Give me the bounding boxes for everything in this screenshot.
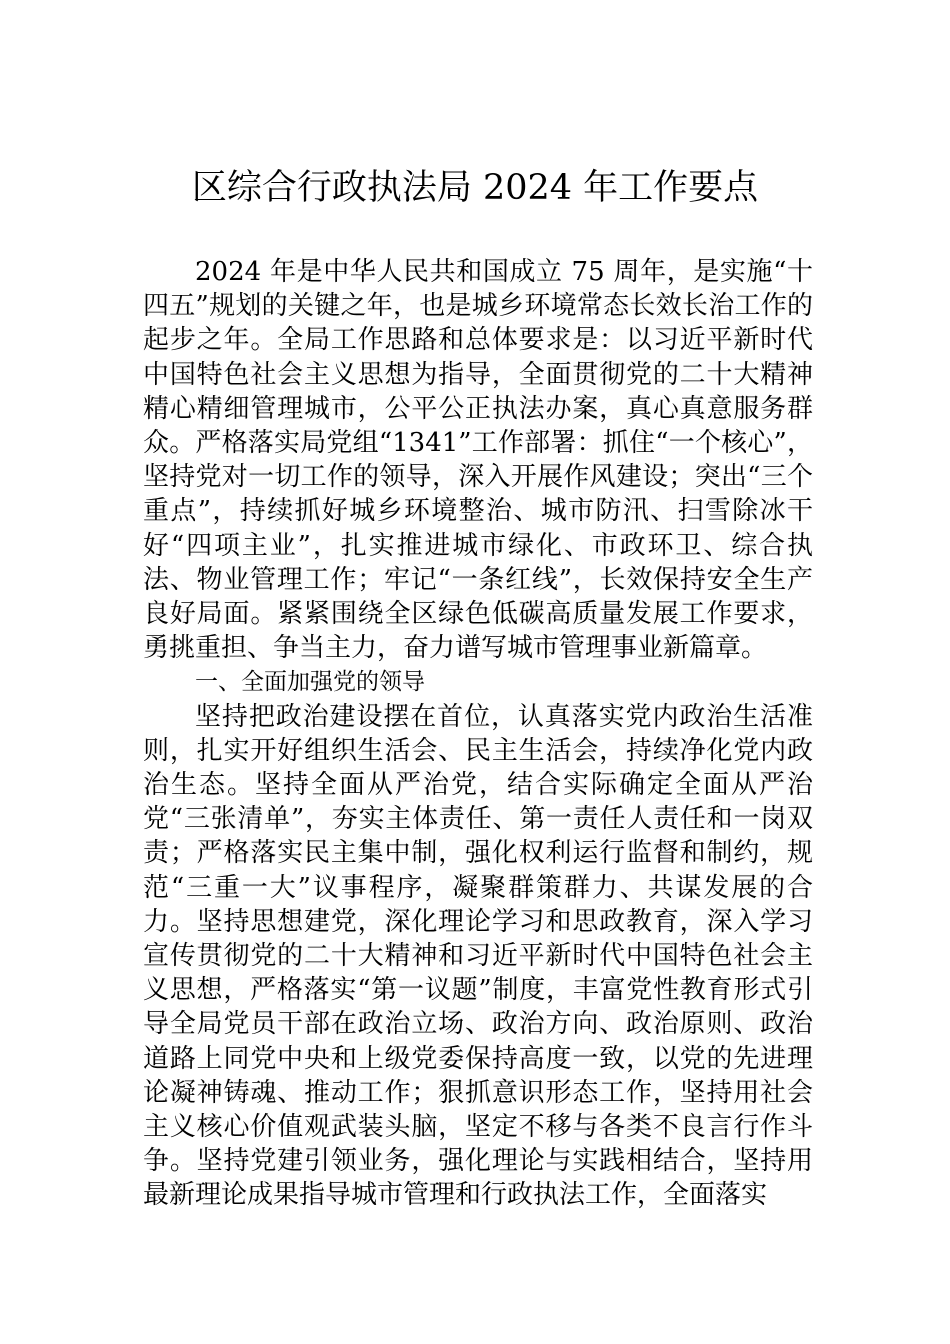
document-title: 区综合行政执法局 2024 年工作要点 bbox=[191, 168, 759, 208]
section-paragraph: 坚持把政治建设摆在首位，认真落实党内政治生活准则，扎实开好组织生活会、民主生活会，持续净化党内政治生态。坚持全面从严治党，结合实际确定全面从严治党“三张清单”，夯实主体责任、第一责任人责任和一岗双责；严格落实民主集中制，强化权利运行监督和制约，规范“三重一大”议事程序，凝聚群策群力、共谋发展的合力。坚持思想建党，深化理论学习和思政教育，深入学习宣传贯彻党的二十大精神和习近平新时代中国特色社会主义思想，严格落实“第一议题”制度，丰富党性教育形式引导全局党员干部在政治立场、政治方向、政治原则、政治道路上同党中央和上级党委保持高度一致，以党的先进理论凝神铸魂、推动工作；狠抓意识形态工作，坚持用社会主义核心价值观武装头脑，坚定不移与各类不良言行作斗争。坚持党建引领业务，强化理论与实践相结合，坚持用最新理论成果指导城市管理和行政执法工作，全面落实 bbox=[143, 701, 813, 1211]
intro-paragraph: 2024 年是中华人民共和国成立 75 周年，是实施“十四五”规划的关键之年，也是城乡环境常态长效长治工作的起步之年。全局工作思路和总体要求是：以习近平新时代中国特色社会主义思想为指导，全面贯彻党的二十大精神精心精细管理城市，公平公正执法办案，真心真意服务群众。严格落实局党组“1341”工作部署：抓住“一个核心”，坚持党对一切工作的领导，深入开展作风建设；突出“三个重点”，持续抓好城乡环境整治、城市防汛、扫雪除冰干好“四项主业”，扎实推进城市绿化、市政环卫、综合执法、物业管理工作；牢记“一条红线”，长效保持安全生产良好局面。紧紧围绕全区绿色低碳高质量发展工作要求，勇挑重担、争当主力，奋力谱写城市管理事业新篇章。 bbox=[143, 257, 813, 664]
section-heading: 一、全面加强党的领导 bbox=[195, 669, 425, 696]
document-body bbox=[143, 255, 813, 1213]
